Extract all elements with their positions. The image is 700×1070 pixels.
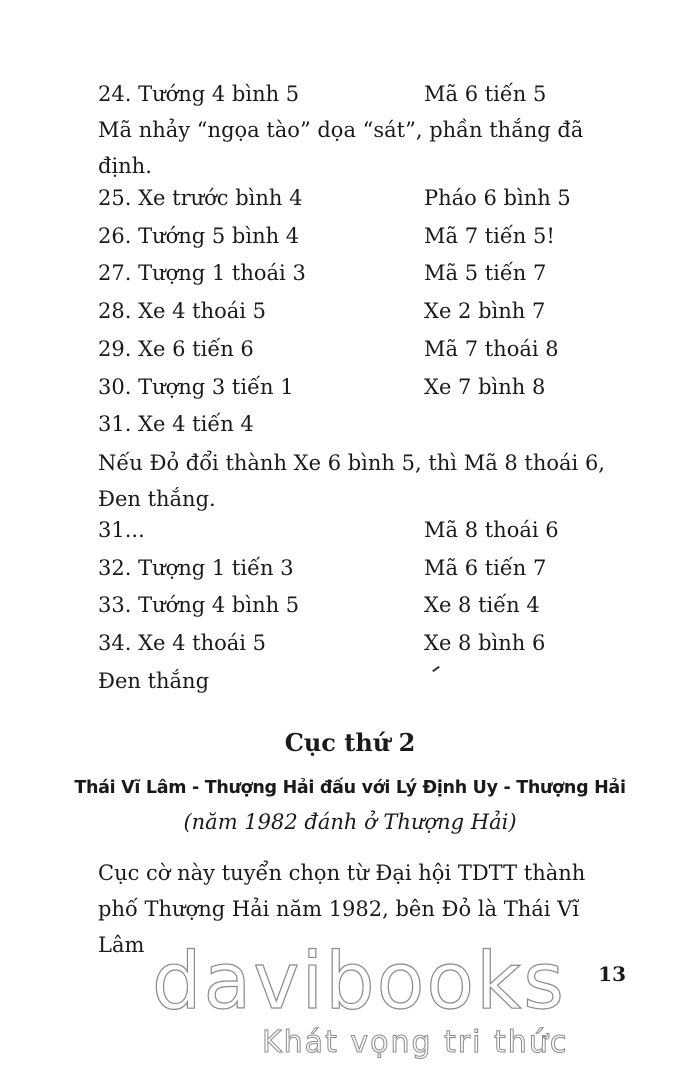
- watermark-slogan: Khát vọng tri thức: [262, 1025, 569, 1060]
- red-move: 34. Xe 4 thoái 5: [98, 631, 267, 655]
- black-move: Xe 8 tiến 4: [424, 593, 540, 617]
- red-move: 31...: [98, 518, 145, 542]
- players-line: Thái Vĩ Lâm - Thượng Hải đấu với Lý Định Uy - Thượng Hải: [74, 778, 626, 798]
- red-move: 32. Tượng 1 tiến 3: [98, 556, 294, 580]
- red-move: 25. Xe trước bình 4: [98, 186, 303, 210]
- page-number: 13: [598, 962, 626, 986]
- red-move: 28. Xe 4 thoái 5: [98, 299, 267, 323]
- result-text: Đen thắng: [98, 669, 210, 693]
- red-move: 24. Tướng 4 bình 5: [98, 82, 300, 106]
- annotation-paragraph: Mã nhảy “ngọa tào” dọa “sát”, phần thắng đã định.: [98, 118, 584, 178]
- black-move: Mã 8 thoái 6: [424, 518, 559, 542]
- watermark-logo: davibooks: [152, 937, 566, 1027]
- stray-ink-mark: [432, 666, 440, 672]
- red-move: 30. Tượng 3 tiến 1: [98, 375, 294, 399]
- red-move: 29. Xe 6 tiến 6: [98, 337, 254, 361]
- red-move: 27. Tượng 1 thoái 3: [98, 261, 306, 285]
- black-move: Mã 6 tiến 5: [424, 82, 547, 106]
- annotation-paragraph: Nếu Đỏ đổi thành Xe 6 bình 5, thì Mã 8 thoái 6, Đen thắng.: [98, 451, 605, 511]
- black-move: Xe 7 bình 8: [424, 375, 546, 399]
- black-move: Xe 8 bình 6: [424, 631, 546, 655]
- black-move: Mã 7 tiến 5!: [424, 224, 555, 248]
- intro-paragraph: Cục cờ này tuyển chọn từ Đại hội TDTT thành phố Thượng Hải năm 1982, bên Đỏ là Thái Vĩ Lâm: [98, 861, 586, 957]
- game-subtitle: (năm 1982 đánh ở Thượng Hải): [183, 810, 517, 834]
- black-move: Mã 5 tiến 7: [424, 261, 547, 285]
- game-heading: Cục thứ 2: [284, 728, 416, 757]
- black-move: Mã 6 tiến 7: [424, 556, 547, 580]
- red-move: 31. Xe 4 tiến 4: [98, 412, 254, 436]
- red-move: 33. Tướng 4 bình 5: [98, 593, 300, 617]
- black-move: Xe 2 bình 7: [424, 299, 546, 323]
- black-move: Mã 7 thoái 8: [424, 337, 559, 361]
- red-move: 26. Tướng 5 bình 4: [98, 224, 300, 248]
- black-move: Pháo 6 bình 5: [424, 186, 571, 210]
